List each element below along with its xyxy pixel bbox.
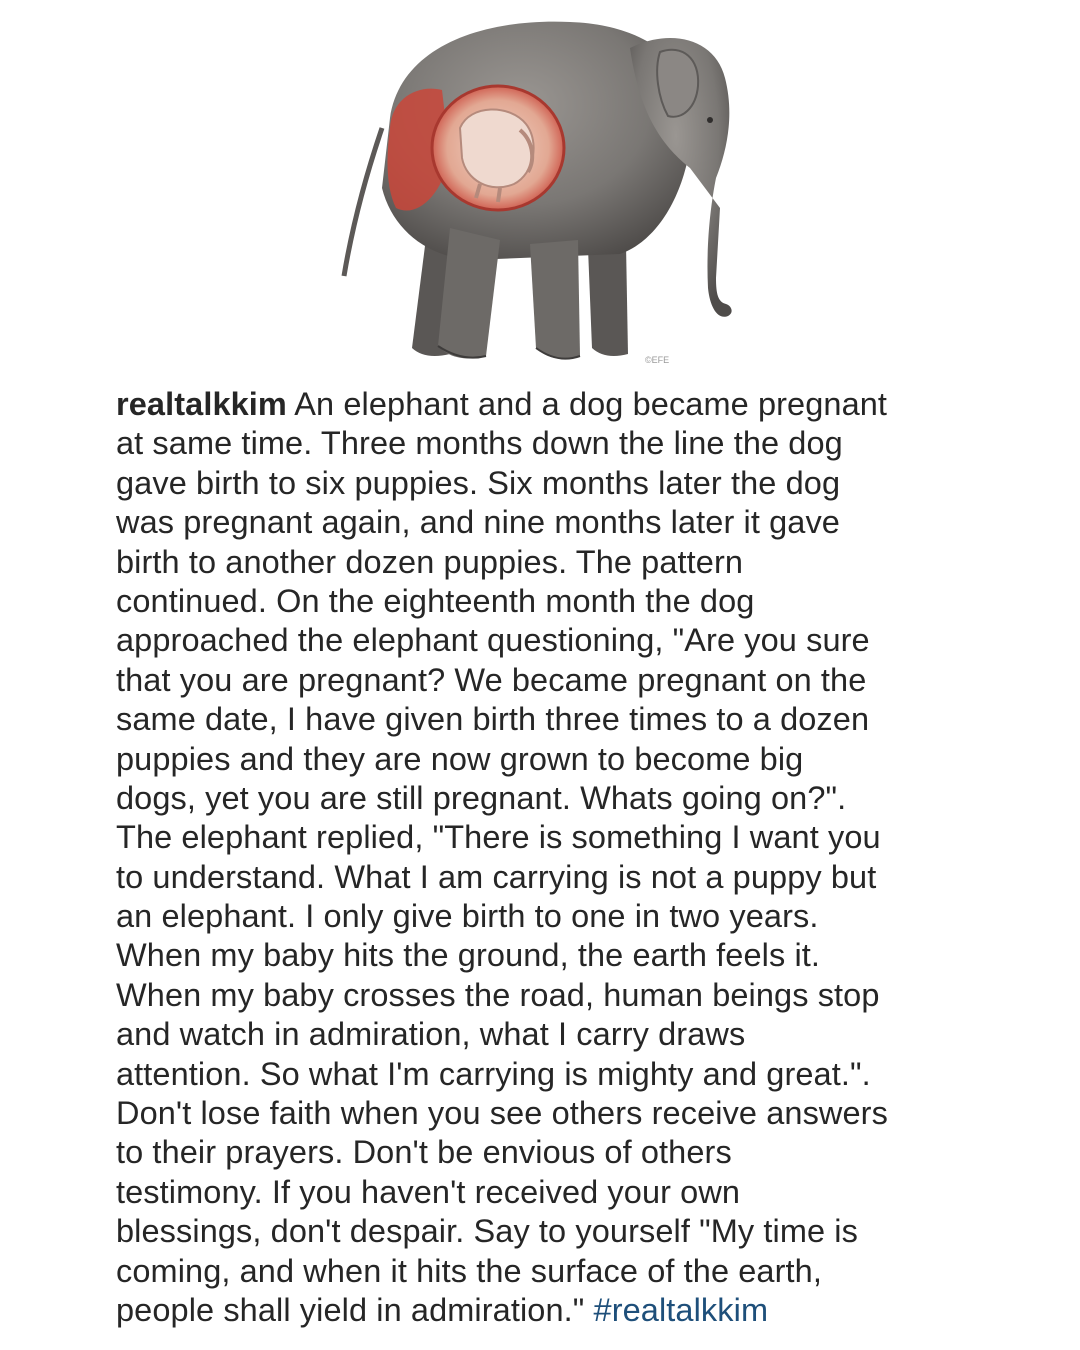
caption-line: dogs, yet you are still pregnant. Whats going on?". (116, 779, 847, 816)
caption-line: Don't lose faith when you see others receive answers (116, 1095, 888, 1132)
caption-line: approached the elephant questioning, "Are you sure (116, 622, 870, 659)
caption-text: people shall yield in admiration." (116, 1291, 594, 1328)
caption-line: attention. So what I'm carrying is mighty and great.". (116, 1055, 871, 1092)
caption-line: to their prayers. Don't be envious of others (116, 1134, 732, 1171)
caption-line: blessings, don't despair. Say to yourself "My time is (116, 1213, 858, 1250)
username-link[interactable]: realtalkkim (116, 386, 287, 422)
caption-line: and watch in admiration, what I carry draws (116, 1016, 746, 1053)
caption-line (116, 385, 986, 424)
caption-line: at same time. Three months down the line the dog (116, 425, 843, 462)
caption-line: gave birth to six puppies. Six months later the dog (116, 464, 841, 501)
caption-line: testimony. If you haven't received your own (116, 1173, 741, 1210)
caption-line: puppies and they are now grown to become big (116, 740, 804, 777)
caption-line (116, 1291, 986, 1330)
caption-line: was pregnant again, and nine months later it gave (116, 504, 840, 541)
caption-line: The elephant replied, "There is something I want you (116, 819, 881, 856)
artist-signature: ©EFE (645, 355, 670, 365)
caption-line: an elephant. I only give birth to one in two years. (116, 898, 819, 935)
caption-line: to understand. What I am carrying is not a puppy but (116, 858, 877, 895)
caption-line: When my baby hits the ground, the earth feels it. (116, 937, 821, 974)
caption-line: continued. On the eighteenth month the dog (116, 582, 755, 619)
caption-line: that you are pregnant? We became pregnant on the (116, 661, 867, 698)
caption-line: When my baby crosses the road, human beings stop (116, 976, 880, 1013)
caption-line: coming, and when it hits the surface of the earth, (116, 1252, 822, 1289)
post-caption (116, 385, 986, 1330)
hashtag-link[interactable]: #realtalkkim (593, 1291, 769, 1328)
caption-line: birth to another dozen puppies. The pattern (116, 543, 744, 580)
caption-text: An elephant and a dog became pregnant (286, 386, 888, 422)
elephant-illustration-icon (330, 8, 760, 378)
caption-line: same date, I have given birth three times to a dozen (116, 701, 870, 738)
